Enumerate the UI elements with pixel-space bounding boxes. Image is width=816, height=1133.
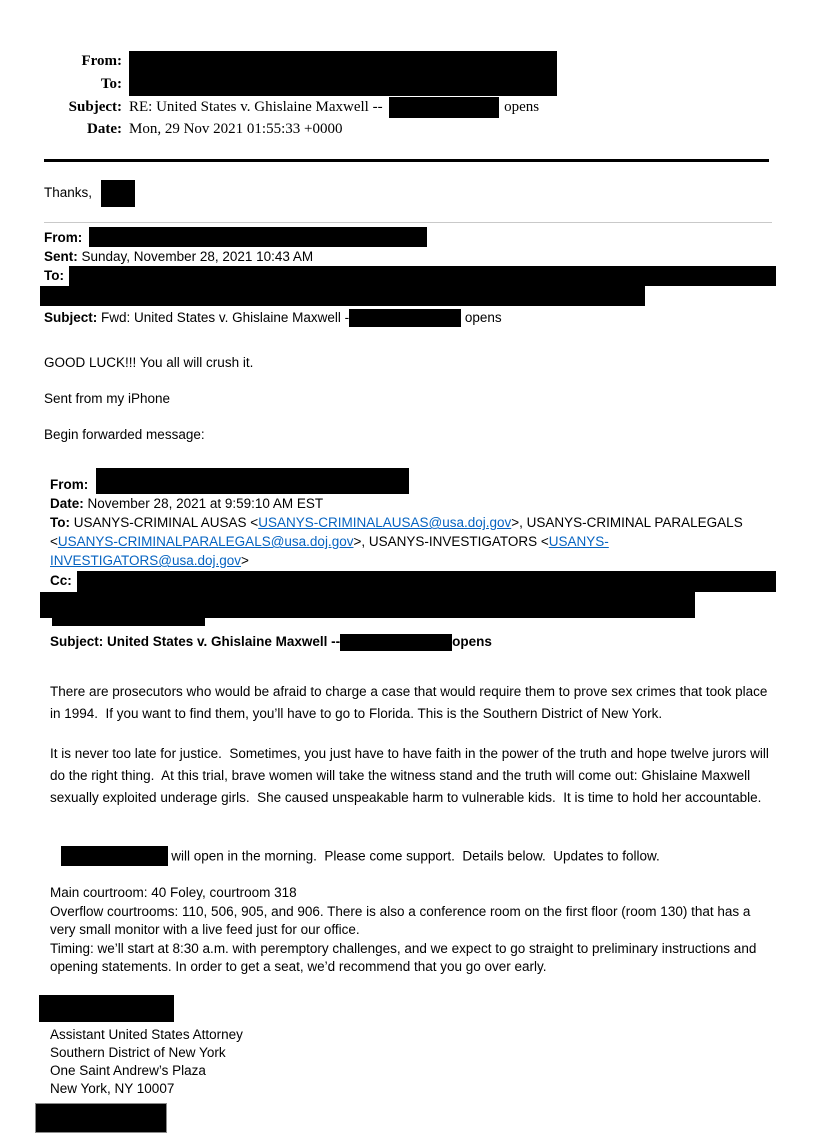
fwd1-sentfrom-line: Sent from my iPhone (44, 391, 171, 407)
redaction-fwd2-subject (340, 634, 452, 651)
redaction-reply-name (101, 180, 135, 207)
forwarded-header-2 (50, 468, 776, 651)
fwd1-sent-row (44, 247, 776, 266)
redaction-fwd2-cc-line1 (77, 571, 776, 592)
signature-address-2: New York, NY 10007 (50, 1080, 175, 1096)
fwd2-to-text-1: USANYS-CRIMINAL AUSAS < (73, 515, 259, 531)
redaction-fwd2-cc-line3 (52, 618, 205, 626)
divider-thin (44, 222, 772, 223)
redaction-signature-phone (35, 1103, 167, 1133)
fwd2-subject-row (50, 632, 776, 651)
fwd1-sent-value: Sunday, November 28, 2021 10:43 AM (81, 249, 314, 265)
forwarded-body (50, 681, 776, 1133)
fwd1-sent-label: Sent: (44, 249, 78, 265)
redaction-signature-name (39, 995, 174, 1022)
reply-body (44, 180, 776, 207)
redaction-subject (389, 97, 499, 118)
fwd2-to-label: To: (50, 515, 70, 531)
detail-line-main-courtroom: Main courtroom: 40 Foley, courtroom 318 (50, 885, 297, 901)
redaction-open-line (61, 846, 168, 866)
fwd1-begin-line: Begin forwarded message: (44, 427, 205, 443)
subject-label: Subject: (68, 99, 122, 115)
subject-suffix-text: opens (504, 99, 540, 115)
fwd1-to-row (44, 266, 776, 286)
mailto-link-investigators[interactable]: USANYS-INVESTIGATORS@usa.doj.gov (50, 534, 609, 569)
fwd1-subject-text: Fwd: United States v. Ghislaine Maxwell - (101, 310, 350, 326)
fwd2-from-row (50, 468, 776, 494)
to-label: To: (100, 76, 122, 92)
fwd1-to-label: To: (44, 268, 64, 284)
signature-title: Assistant United States Attorney (50, 1026, 243, 1042)
fwd1-subject-suffix: opens (464, 310, 502, 326)
redaction-fwd1-subject (349, 309, 461, 327)
body-paragraph-1: There are prosecutors who would be afraid to charge a case that would require them to prove sex crimes that took place in 1994. If you want to find them, you’ll have to go to Florida. This is the Southern District of New York. (50, 684, 772, 722)
mailto-link-criminal-paralegals[interactable]: USANYS-CRIMINALPARALEGALS@usa.doj.gov (57, 534, 354, 550)
fwd1-subject-label: Subject: (44, 310, 98, 326)
redaction-fwd1-from (89, 227, 427, 247)
redaction-fwd2-from (96, 468, 409, 494)
fwd1-subject-row (44, 308, 776, 327)
from-label: From: (81, 53, 122, 69)
redaction-from-value (129, 51, 557, 73)
date-label: Date: (87, 121, 122, 138)
fwd1-from-row (44, 227, 776, 247)
fwd1-goodluck-line: GOOD LUCK!!! You all will crush it. (44, 355, 254, 371)
redaction-to-value (129, 73, 557, 96)
forwarded-header-1 (44, 227, 776, 444)
open-line-text: will open in the morning. Please come support. Details below. Updates to follow. (167, 848, 660, 864)
signature-address-1: One Saint Andrew’s Plaza (50, 1062, 206, 1078)
fwd2-subject-label: Subject: (50, 634, 104, 650)
redaction-fwd1-to-line1 (69, 266, 776, 286)
top-email-header (44, 50, 776, 140)
fwd1-from-label: From: (44, 230, 83, 246)
divider-thick (44, 159, 769, 162)
fwd2-date-value: November 28, 2021 at 9:59:10 AM EST (87, 496, 324, 512)
subject-text: RE: United States v. Ghislaine Maxwell -- (129, 99, 383, 115)
fwd2-from-label: From: (50, 477, 89, 493)
fwd2-to-text-4: > (241, 553, 249, 569)
fwd2-cc-row (50, 571, 776, 592)
mailto-link-criminal-ausas[interactable]: USANYS-CRIMINALAUSAS@usa.doj.gov (258, 515, 512, 531)
date-value: Mon, 29 Nov 2021 01:55:33 +0000 (129, 121, 343, 138)
fwd2-to-text-3: >, USANYS-INVESTIGATORS < (353, 534, 549, 550)
body-paragraph-2: It is never too late for justice. Sometimes, you just have to have faith in the power of the truth and hope twelve jurors will do the right thing. At this trial, brave women will take the witness stand and the truth will come out: Ghislaine Maxwell sexually exploited underage girls. She caused unspeakable harm to vulnerable kids. It is time to hold her accountable. (50, 746, 773, 806)
body-paragraph-open (38, 827, 776, 884)
fwd2-subject-text: United States v. Ghislaine Maxwell -- (107, 634, 341, 650)
redaction-fwd1-to-line2 (40, 286, 645, 306)
subject-value (129, 96, 776, 118)
fwd2-to-row (50, 513, 776, 570)
thanks-text: Thanks, (44, 185, 93, 201)
fwd2-subject-suffix: opens (452, 634, 492, 650)
fwd2-date-label: Date: (50, 496, 84, 512)
detail-line-overflow: Overflow courtrooms: 110, 506, 905, and 906. There is also a conference room on the first floor (room 130) that has a very small monitor with a live feed just for our office. (50, 903, 751, 938)
fwd2-date-row (50, 494, 776, 513)
fwd2-to-text-2: >, USANYS-CRIMINAL PARALEGALS < (50, 515, 743, 550)
redaction-fwd2-cc-line2 (40, 592, 695, 618)
signature-district: Southern District of New York (50, 1044, 226, 1060)
fwd2-cc-label: Cc: (50, 573, 72, 589)
detail-line-timing: Timing: we’ll start at 8:30 a.m. with peremptory challenges, and we expect to go straight to preliminary instructions and opening statements. In order to get a seat, we’d recommend that you go over early. (50, 940, 757, 975)
